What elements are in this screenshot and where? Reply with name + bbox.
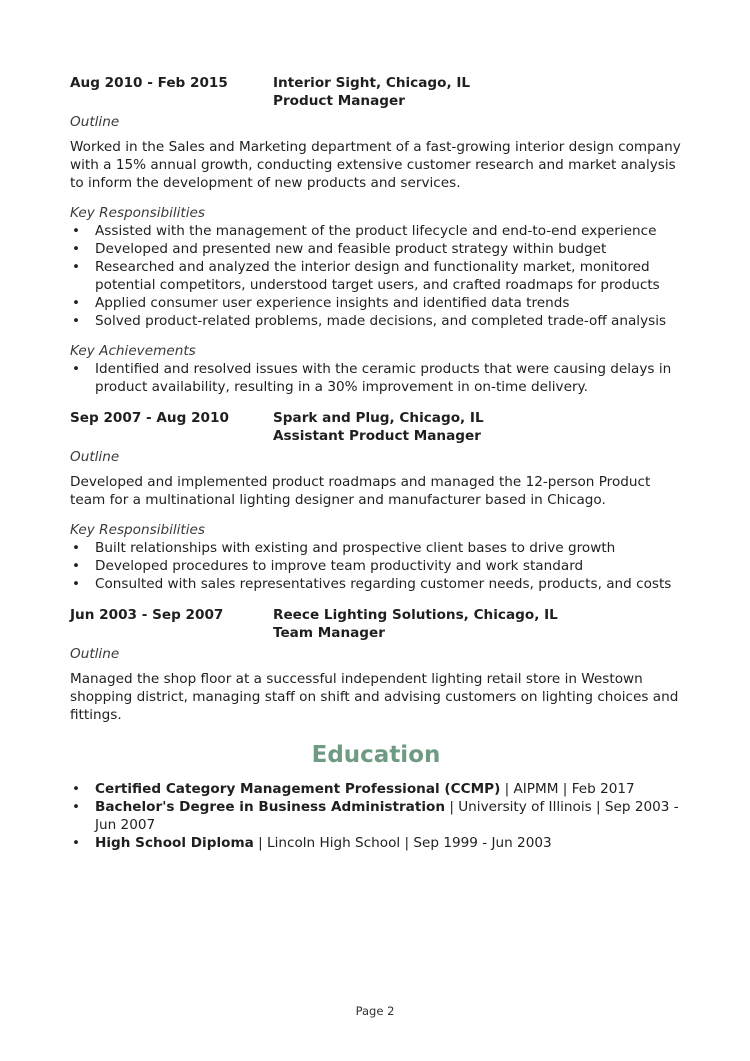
- outline-label: Outline: [70, 646, 120, 662]
- list-item: [70, 780, 682, 798]
- achievements-label: Key Achievements: [70, 343, 196, 359]
- bullet-icon: •: [72, 295, 81, 311]
- job-header: [70, 606, 682, 642]
- list-item: [70, 575, 682, 593]
- bullet-icon: •: [72, 558, 81, 574]
- list-item: [70, 258, 682, 294]
- job-company: Interior Sight, Chicago, IL: [273, 75, 471, 91]
- outline-text: Developed and implemented product roadmaps and managed the 12-person Product team for a multinational lighting designer and manufacturer based in Chicago.: [70, 474, 651, 508]
- bullet-icon: •: [72, 540, 81, 556]
- list-item: [70, 312, 682, 330]
- responsibilities-label: Key Responsibilities: [70, 205, 205, 221]
- list-item: [70, 240, 682, 258]
- list-item-text: Assisted with the management of the product lifecycle and end-to-end experience: [95, 223, 657, 239]
- job-titles: [273, 606, 558, 642]
- list-item-text: Consulted with sales representatives regarding customer needs, products, and costs: [95, 576, 672, 592]
- list-item-text: Built relationships with existing and prospective client bases to drive growth: [95, 540, 616, 556]
- job-titles: [273, 74, 470, 110]
- resume-page: [70, 74, 682, 864]
- job-entry: [70, 606, 682, 724]
- responsibilities-list: [70, 539, 682, 593]
- education-details: | Lincoln High School | Sep 1999 - Jun 2003: [253, 835, 552, 851]
- job-dates: Sep 2007 - Aug 2010: [70, 410, 229, 426]
- job-company: Spark and Plug, Chicago, IL: [273, 410, 484, 426]
- list-item-text: Developed and presented new and feasible product strategy within budget: [95, 241, 607, 257]
- outline-text: Worked in the Sales and Marketing department of a fast-growing interior design company with a 15% annual growth, conducting extensive customer research and market analysis to inform the development of new products and services.: [70, 139, 681, 191]
- job-header: [70, 74, 682, 110]
- education-degree: High School Diploma: [95, 835, 254, 851]
- education-details: | University of Illinois | Sep 2003 - Jun 2007: [95, 799, 679, 833]
- education-degree: Bachelor's Degree in Business Administration: [95, 799, 446, 815]
- list-item: [70, 539, 682, 557]
- job-dates: Aug 2010 - Feb 2015: [70, 75, 228, 91]
- list-item-text: Researched and analyzed the interior design and functionality market, monitored potential competitors, understood target users, and crafted roadmaps for products: [95, 259, 660, 293]
- list-item: [70, 557, 682, 575]
- list-item: [70, 798, 682, 834]
- list-item: [70, 360, 682, 396]
- job-entry: [70, 74, 682, 396]
- job-role: Team Manager: [273, 625, 385, 641]
- list-item-text: Solved product-related problems, made decisions, and completed trade-off analysis: [95, 313, 667, 329]
- outline-label: Outline: [70, 449, 120, 465]
- achievements-list: [70, 360, 682, 396]
- bullet-icon: •: [72, 313, 81, 329]
- job-entry: [70, 409, 682, 593]
- outline-label: Outline: [70, 114, 120, 130]
- job-dates: Jun 2003 - Sep 2007: [70, 607, 224, 623]
- list-item-text: Identified and resolved issues with the ceramic products that were causing delays in product availability, resulting in a 30% improvement in on-time delivery.: [95, 361, 672, 395]
- job-role: Assistant Product Manager: [273, 428, 481, 444]
- job-titles: [273, 409, 484, 445]
- responsibilities-label: Key Responsibilities: [70, 522, 205, 538]
- outline-text: Managed the shop floor at a successful independent lighting retail store in Westown shopping district, managing staff on shift and advising customers on lighting choices and fittings.: [70, 671, 679, 723]
- page-number: Page 2: [355, 1004, 395, 1018]
- bullet-icon: •: [72, 799, 81, 815]
- bullet-icon: •: [72, 223, 81, 239]
- bullet-icon: •: [72, 361, 81, 377]
- job-role: Product Manager: [273, 93, 405, 109]
- bullet-icon: •: [72, 781, 81, 797]
- list-item: [70, 294, 682, 312]
- education-list: [70, 780, 682, 852]
- education-details: | AIPMM | Feb 2017: [500, 781, 635, 797]
- list-item-text: Applied consumer user experience insights and identified data trends: [95, 295, 570, 311]
- bullet-icon: •: [72, 259, 81, 275]
- job-header: [70, 409, 682, 445]
- bullet-icon: •: [72, 241, 81, 257]
- list-item: [70, 222, 682, 240]
- bullet-icon: •: [72, 835, 81, 851]
- job-company: Reece Lighting Solutions, Chicago, IL: [273, 607, 558, 623]
- list-item-text: Developed procedures to improve team productivity and work standard: [95, 558, 584, 574]
- education-heading: Education: [311, 742, 441, 768]
- responsibilities-list: [70, 222, 682, 330]
- list-item: [70, 834, 682, 852]
- education-degree: Certified Category Management Professional (CCMP): [95, 781, 501, 797]
- bullet-icon: •: [72, 576, 81, 592]
